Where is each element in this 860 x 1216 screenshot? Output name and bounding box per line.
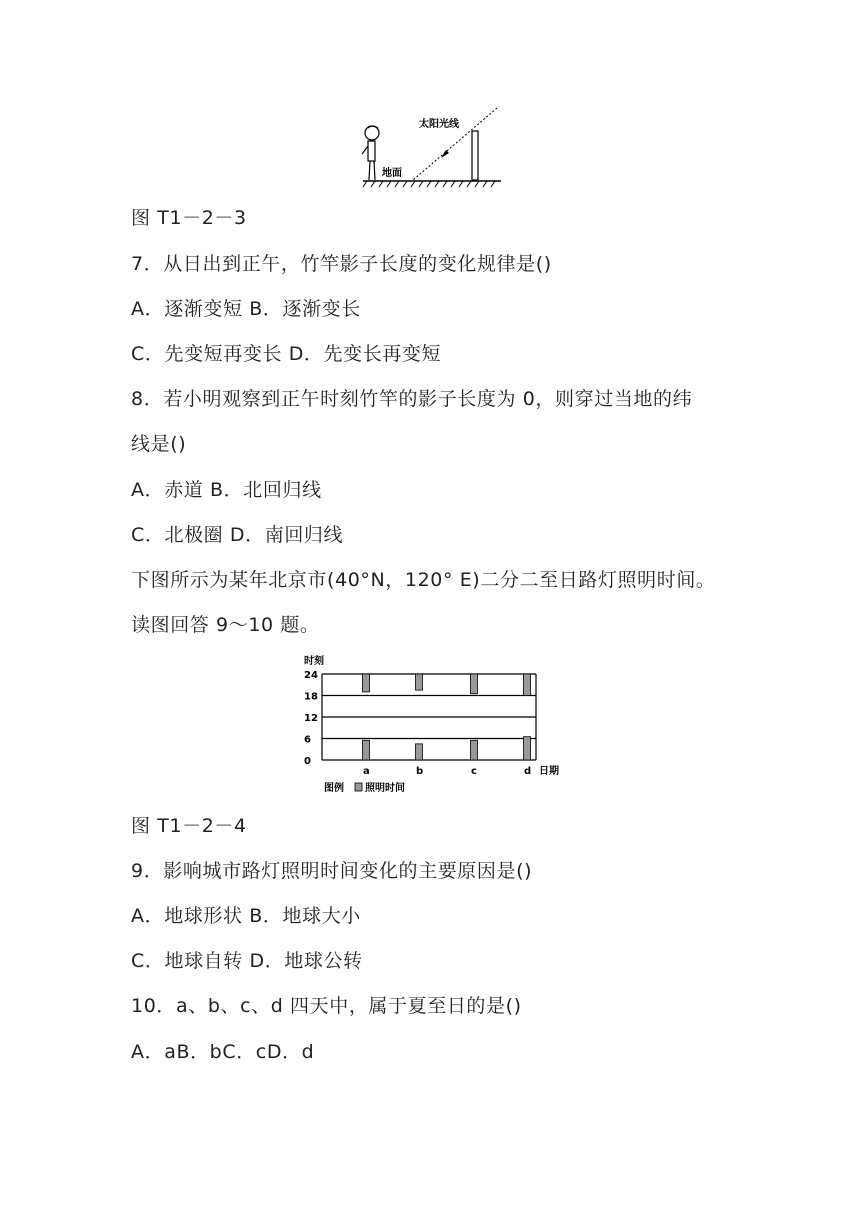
x-axis-label: 日期 <box>539 766 559 777</box>
question-7-stem: 7．从日出到正午，竹竿影子长度的变化规律是() <box>131 253 552 275</box>
chart-legend <box>324 781 405 794</box>
y-tick-label: 6 <box>304 734 311 746</box>
bar-morning-a <box>363 740 370 760</box>
question-8-stem-line2: 线是() <box>131 433 187 455</box>
lighting-time-chart <box>300 652 560 798</box>
x-tick-label-d: d <box>524 766 532 777</box>
bamboo-pole <box>472 131 478 180</box>
bar-morning-d <box>524 737 531 760</box>
legend-swatch <box>355 783 362 791</box>
x-tick-label-b: b <box>416 766 424 777</box>
sun-ray-label: 太阳光线 <box>419 119 459 130</box>
y-tick-label: 24 <box>304 670 318 681</box>
question-9-options-ab: A．地球形状 B．地球大小 <box>131 905 361 927</box>
shadow-figure <box>355 100 505 192</box>
y-tick-label: 12 <box>304 713 318 724</box>
question-8-options-ab: A．赤道 B．北回归线 <box>131 479 322 501</box>
intro-line-1: 下图所示为某年北京市(40°N，120° E)二分二至日路灯照明时间。 <box>131 569 716 591</box>
bar-morning-b <box>416 744 423 760</box>
legend-title: 图例 <box>324 783 344 794</box>
bar-morning-c <box>471 740 478 760</box>
person-figure <box>362 126 379 180</box>
question-8-options-cd: C．北极圈 D．南回归线 <box>131 524 344 546</box>
ground-label: 地面 <box>382 168 402 179</box>
y-tick-label: 0 <box>304 756 311 767</box>
y-tick-label: 18 <box>304 691 318 703</box>
x-tick-label-a: a <box>363 766 370 777</box>
question-8-stem-line1: 8．若小明观察到正午时刻竹竿的影子长度为 0，则穿过当地的纬 <box>131 388 693 410</box>
x-tick-label-c: c <box>471 766 477 777</box>
question-9-stem: 9．影响城市路灯照明时间变化的主要原因是() <box>131 860 533 882</box>
bar-evening-c <box>471 674 478 694</box>
question-7-options-cd: C．先变短再变长 D．先变长再变短 <box>131 343 442 365</box>
bar-evening-a <box>363 674 370 692</box>
question-10-options: A．aB．bC．cD．d <box>131 1041 315 1063</box>
sun-ray-arrow <box>441 150 449 158</box>
intro-line-2: 读图回答 9～10 题。 <box>131 614 320 636</box>
bar-evening-b <box>416 674 423 690</box>
y-axis-label: 时刻 <box>304 656 324 667</box>
legend-item: 照明时间 <box>365 783 405 794</box>
figure-caption-2: 图 T1－2－4 <box>131 815 247 837</box>
ground-hatching <box>363 181 495 187</box>
question-9-options-cd: C．地球自转 D．地球公转 <box>131 950 363 972</box>
figure-caption-1: 图 T1－2－3 <box>131 207 247 229</box>
question-10-stem: 10．a、b、c、d 四天中，属于夏至日的是() <box>131 995 522 1017</box>
question-7-options-ab: A．逐渐变短 B．逐渐变长 <box>131 298 361 320</box>
bar-evening-d <box>524 674 531 696</box>
